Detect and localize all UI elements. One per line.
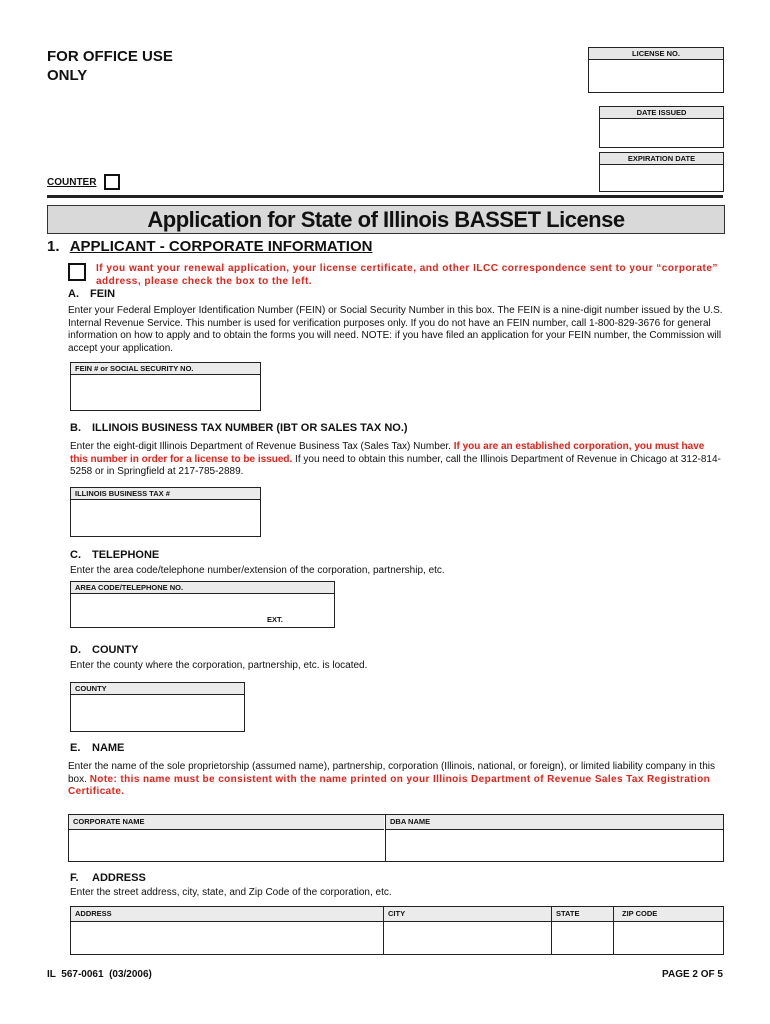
address-title: ADDRESS: [92, 872, 146, 884]
page-number: PAGE 2 OF 5: [662, 969, 723, 980]
state-label: STATE: [552, 907, 613, 922]
date-issued-label: DATE ISSUED: [600, 107, 723, 119]
street-address-field[interactable]: [71, 907, 383, 954]
counter-label: COUNTER: [47, 177, 97, 188]
ibt-text-required: If you are an established corporation, you must have this number in order for a license to be issued.: [70, 441, 705, 465]
address-heading: [70, 872, 146, 884]
address-instructions: Enter the street address, city, state, and Zip Code of the corporation, etc.: [70, 887, 392, 898]
zip-code-field[interactable]: [613, 907, 723, 954]
name-fields-row: [68, 814, 724, 862]
county-field[interactable]: [70, 682, 245, 732]
section-1-heading: [47, 238, 372, 255]
corporate-name-field[interactable]: [69, 815, 384, 861]
license-no-box[interactable]: [588, 47, 724, 93]
fein-heading: [68, 288, 115, 300]
street-address-label: ADDRESS: [71, 907, 383, 922]
form-id: IL 567-0061 (03/2006): [47, 969, 152, 980]
name-heading: [70, 742, 124, 754]
state-field[interactable]: [551, 907, 613, 954]
telephone-field-label: AREA CODE/TELEPHONE NO.: [71, 582, 334, 594]
ibt-text-end: If you need to obtain this number, call the Illinois Department of Revenue in Chicago at 312-814-5258 or in Springfield at 217-785-2889.: [70, 453, 721, 477]
zip-code-label: ZIP CODE: [614, 907, 723, 922]
telephone-field[interactable]: [70, 581, 335, 628]
section-1-number: 1.: [47, 238, 60, 255]
county-letter: D.: [70, 644, 81, 656]
ibt-heading: [70, 422, 408, 434]
ibt-title: ILLINOIS BUSINESS TAX NUMBER (IBT OR SALES TAX NO.): [92, 422, 408, 434]
counter-checkbox[interactable]: [104, 174, 120, 190]
date-issued-box[interactable]: [599, 106, 724, 148]
fein-instructions: Enter your Federal Employer Identification Number (FEIN) or Social Security Number in this box. The FEIN is a nine-digit number issued by the U.S. Internal Revenue Service. This number is used for verification purposes only. If you do not have an FEIN number, call 1-800-829-3676 for general information on how to apply and to obtain the forms you will need. NOTE: if you have filed an application for your FEIN number, the Commission will accept your application.: [68, 305, 723, 354]
address-fields-row: [70, 906, 724, 955]
county-title: COUNTY: [92, 644, 139, 656]
corporate-address-checkbox[interactable]: [68, 263, 86, 281]
license-no-label: LICENSE NO.: [589, 48, 723, 60]
address-letter: F.: [70, 872, 79, 884]
county-field-label: COUNTY: [71, 683, 244, 695]
corporate-address-notice: If you want your renewal application, your license certificate, and other ILCC correspondence sent to your “corporate” address, please check the box to the left.: [96, 263, 718, 287]
telephone-instructions: Enter the area code/telephone number/extension of the corporation, partnership, etc.: [70, 565, 445, 576]
fein-letter: A.: [68, 288, 79, 300]
section-1-title: APPLICANT - CORPORATE INFORMATION: [69, 238, 373, 255]
dba-name-field[interactable]: [385, 815, 723, 861]
city-field[interactable]: [383, 907, 551, 954]
county-heading: [70, 644, 138, 656]
name-title: NAME: [92, 742, 125, 754]
ibt-field-label: ILLINOIS BUSINESS TAX #: [71, 488, 260, 500]
name-letter: E.: [70, 742, 81, 754]
expiration-date-box[interactable]: [599, 152, 724, 192]
fein-field-label: FEIN # or SOCIAL SECURITY NO.: [71, 363, 260, 375]
telephone-title: TELEPHONE: [92, 549, 160, 561]
telephone-letter: C.: [70, 549, 81, 561]
telephone-heading: [70, 549, 159, 561]
city-label: CITY: [384, 907, 551, 922]
ibt-letter: B.: [70, 422, 81, 434]
dba-name-label: DBA NAME: [386, 815, 723, 830]
header-divider: [47, 195, 723, 198]
name-instructions: [68, 761, 724, 799]
ibt-text-start: Enter the eight-digit Illinois Department of Revenue Business Tax (Sales Tax) Number.: [70, 441, 454, 452]
ibt-field[interactable]: [70, 487, 261, 537]
corporate-name-label: CORPORATE NAME: [69, 815, 384, 830]
fein-field[interactable]: [70, 362, 261, 411]
telephone-ext-label: EXT.: [267, 615, 283, 624]
name-text-note: Note: this name must be consistent with the name printed on your Illinois Department of Revenue Sales Tax Registration Certificate.: [68, 773, 711, 797]
page-title: Application for State of Illinois BASSET License: [47, 205, 725, 234]
expiration-date-label: EXPIRATION DATE: [600, 153, 723, 165]
office-use-title: FOR OFFICE USE ONLY: [47, 48, 173, 84]
name-text-start: Enter the name of the sole proprietorship (assumed name), partnership, corporation (Illinois, national, or foreign), or limited liability company in this box.: [68, 761, 715, 785]
county-instructions: Enter the county where the corporation, partnership, etc. is located.: [70, 660, 368, 671]
ibt-instructions: [70, 441, 724, 479]
fein-title: FEIN: [90, 288, 116, 300]
